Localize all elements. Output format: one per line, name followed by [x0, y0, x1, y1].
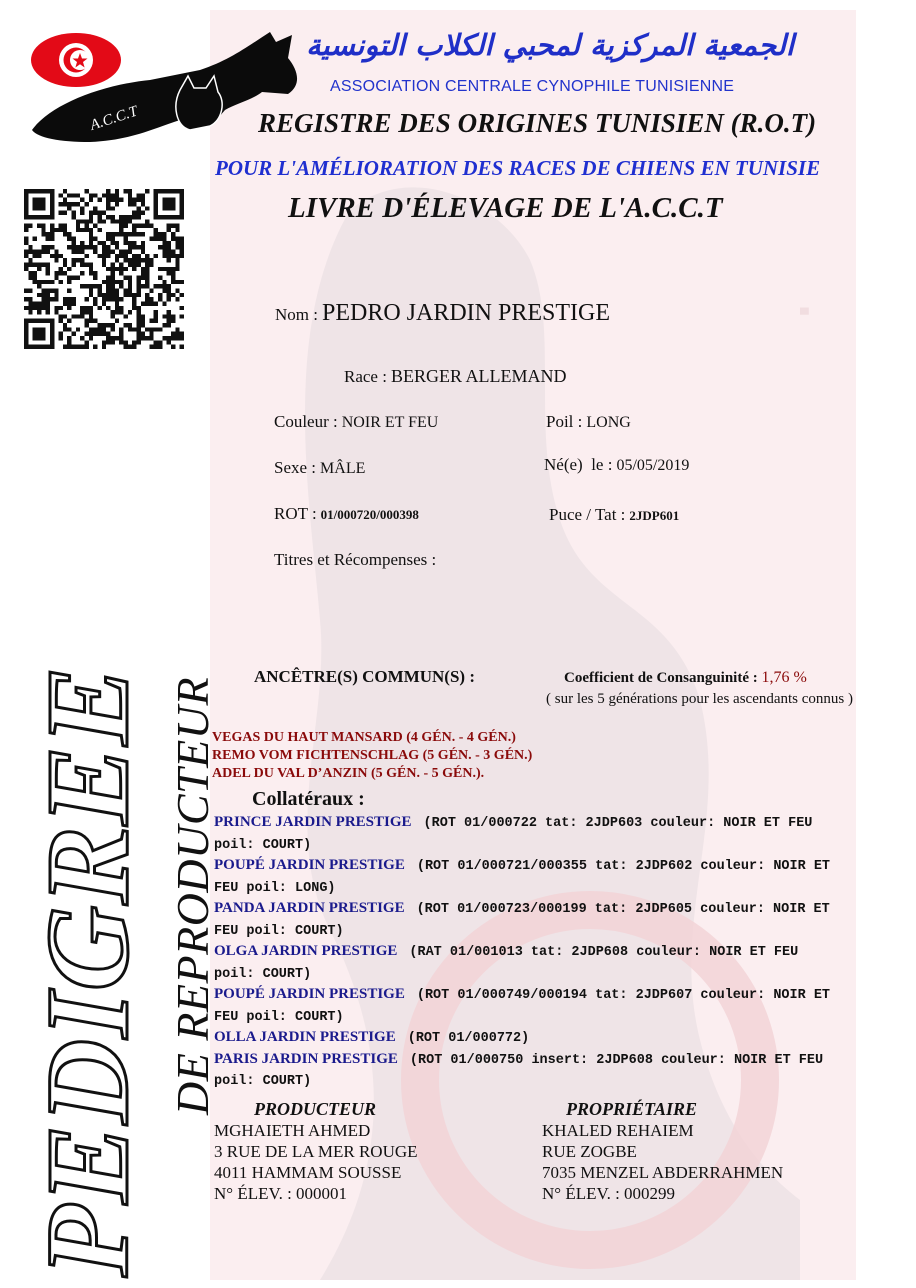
collateral-list — [214, 812, 844, 1092]
breed-row — [344, 366, 566, 387]
collateral-info: (ROT 01/000772) — [407, 1031, 530, 1046]
ancestor-item: ADEL DU VAL D’ANZIN (5 GÉN. - 5 GÉN.). — [212, 766, 485, 781]
producer-block — [214, 1099, 494, 1204]
common-ancestors-label: ANCÊTRE(S) COMMUN(S) : — [254, 667, 475, 686]
collateral-name: PANDA JARDIN PRESTIGE — [214, 900, 405, 916]
collateral-name: POUPÉ JARDIN PRESTIGE — [214, 986, 405, 1002]
producer-line: MGHAIETH AHMED — [214, 1121, 371, 1140]
qr-code — [10, 182, 198, 365]
sex-label: Sexe : — [274, 458, 317, 477]
producer-line: N° ÉLEV. : 000001 — [214, 1184, 348, 1203]
collateral-item — [214, 855, 844, 898]
collateral-info: (ROT 01/000722 tat: 2JDP603 couleur: NOIR ET FEU poil: COURT) — [214, 816, 813, 853]
breed-label: Race : — [344, 367, 387, 386]
sex-value: MÂLE — [320, 460, 366, 477]
collateral-name: PARIS JARDIN PRESTIGE — [214, 1050, 398, 1067]
coat-label: Poil : — [546, 412, 583, 431]
rot-label: ROT : — [274, 504, 317, 523]
color-label: Couleur : — [274, 412, 338, 431]
collateral-info: (ROT 01/000750 insert: 2JDP608 couleur: NOIR ET FEU poil: COURT) — [214, 1052, 824, 1089]
pedigree-title: PEDIGREE — [22, 665, 153, 1277]
birth-date: 05/05/2019 — [616, 457, 690, 474]
collateral-item — [214, 984, 844, 1027]
producer-line: 4011 HAMMAM SOUSSE — [214, 1163, 402, 1182]
collateral-name: POUPÉ JARDIN PRESTIGE — [214, 857, 405, 873]
svg-text:A.C.C.T: A.C.C.T — [88, 103, 140, 134]
name-label: Nom : — [275, 305, 318, 324]
name-row — [275, 300, 610, 327]
collateral-item — [214, 898, 844, 941]
collateral-info: (ROT 01/000723/000199 tat: 2JDP605 couleur: NOIR ET FEU poil: COURT) — [214, 902, 830, 939]
chip-row — [549, 505, 679, 525]
coat-row — [546, 412, 631, 432]
ancestor-item: REMO VOM FICHTENSCHLAG (5 GÉN. - 3 GÉN.) — [212, 748, 533, 763]
coat-value: LONG — [586, 414, 631, 431]
collateraux-label: Collatéraux : — [252, 788, 365, 810]
reproducteur-title: DE REPRODUCTEUR — [167, 676, 218, 1115]
collateral-item — [214, 812, 844, 855]
arabic-title: الجمعية المركزية لمحبي الكلاب التونسية — [306, 28, 794, 62]
inbreeding-value: 1,76 % — [761, 669, 807, 686]
titles-label: Titres et Récompenses : — [274, 550, 437, 569]
collateral-item — [214, 941, 844, 984]
owner-line: RUE ZOGBE — [542, 1142, 637, 1161]
collateral-info: (RAT 01/001013 tat: 2JDP608 couleur: NOIR ET FEU poil: COURT) — [214, 945, 799, 982]
collateral-item — [214, 1027, 844, 1049]
registry-title: REGISTRE DES ORIGINES TUNISIEN (R.O.T) — [258, 108, 817, 138]
collateral-info: (ROT 01/000721/000355 tat: 2JDP602 couleur: NOIR ET FEU poil: LONG) — [214, 859, 831, 896]
registry-subtitle: POUR L'AMÉLIORATION DES RACES DE CHIENS EN TUNISIE — [215, 156, 821, 180]
owner-heading: PROPRIÉTAIRE — [566, 1099, 698, 1119]
birth-label: Né(e) le : — [544, 455, 613, 474]
producer-heading: PRODUCTEUR — [254, 1099, 377, 1119]
chip-label: Puce / Tat : — [549, 505, 626, 524]
collateral-name: OLLA JARDIN PRESTIGE — [214, 1029, 396, 1045]
collateral-name: PRINCE JARDIN PRESTIGE — [214, 814, 412, 830]
inbreeding-row — [564, 669, 807, 687]
color-value: NOIR ET FEU — [341, 414, 439, 431]
collateral-item — [214, 1049, 844, 1092]
ancestor-item: VEGAS DU HAUT MANSARD (4 GÉN. - 4 GÉN.) — [212, 730, 516, 745]
rot-value: 01/000720/000398 — [320, 507, 419, 522]
rot-row — [274, 504, 419, 524]
birth-row — [544, 455, 689, 475]
ancestor-list — [212, 729, 532, 783]
owner-line: KHALED REHAIEM — [542, 1121, 694, 1140]
collateral-info: (ROT 01/000749/000194 tat: 2JDP607 couleur: NOIR ET FEU poil: COURT) — [214, 988, 831, 1025]
inbreeding-note: ( sur les 5 générations pour les ascendants connus ) — [546, 691, 854, 707]
sex-row — [274, 458, 365, 478]
book-title: LIVRE D'ÉLEVAGE DE L'A.C.C.T — [288, 192, 723, 224]
owner-line: 7035 MENZEL ABDERRAHMEN — [542, 1163, 784, 1182]
color-row — [274, 412, 438, 432]
owner-block — [542, 1099, 842, 1204]
dog-name: PEDRO JARDIN PRESTIGE — [321, 300, 611, 326]
inbreeding-label: Coefficient de Consanguinité : — [564, 670, 758, 686]
collateral-name: OLGA JARDIN PRESTIGE — [214, 943, 398, 959]
svg-text:.: . — [783, 300, 865, 323]
chip-value: 2JDP601 — [629, 508, 680, 523]
owner-line: N° ÉLEV. : 000299 — [542, 1184, 676, 1203]
producer-line: 3 RUE DE LA MER ROUGE — [214, 1142, 418, 1161]
breed-value: BERGER ALLEMAND — [390, 366, 567, 386]
association-name: ASSOCIATION CENTRALE CYNOPHILE TUNISIENNE — [330, 78, 735, 95]
